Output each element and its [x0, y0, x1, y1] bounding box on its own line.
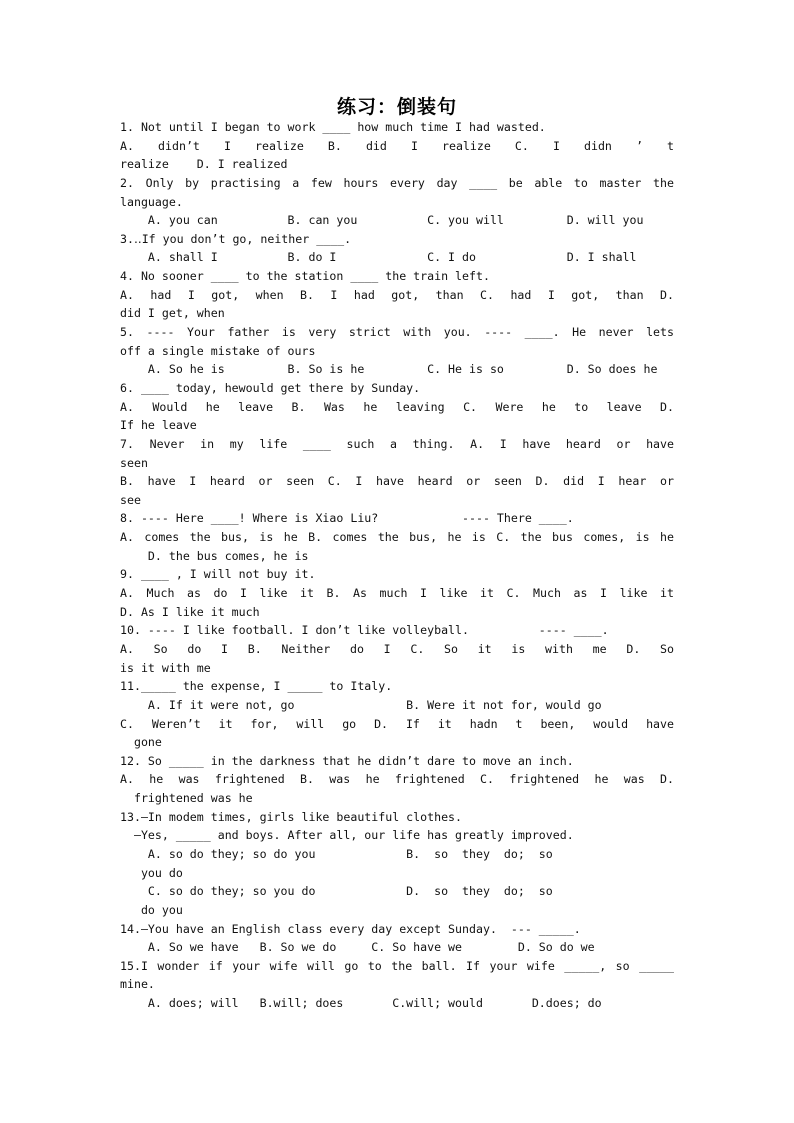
text-line: A. he was frightened B. was he frightened C. frightened he was D.: [120, 772, 674, 787]
text-line: 15.I wonder if your wife will go to the ball. If your wife _____, so _____: [120, 958, 674, 973]
text-line: language.: [120, 194, 183, 209]
text-line: 12. So _____ in the darkness that he didn’t dare to move an inch.: [120, 753, 574, 768]
text-line: 11._____ the expense, I _____ to Italy.: [120, 679, 393, 694]
text-line: B. have I heard or seen C. I have heard or seen D. did I hear or: [120, 474, 674, 489]
text-line: do you: [120, 902, 183, 917]
text-line: 10. ---- I like football. I don’t like volleyball. ---- ____.: [120, 623, 609, 638]
text-line: A. Much as do I like it B. As much I like it C. Much as I like it: [120, 586, 674, 601]
text-line: 1. Not until I began to work ____ how much time I had wasted.: [120, 120, 546, 134]
text-line: A. so do they; so do you B. so they do; so: [120, 846, 553, 861]
text-line: A. does; will B.will; does C.will; would D.does; do: [120, 996, 602, 1011]
text-line: —Yes, _____ and boys. After all, our life has greatly improved.: [120, 828, 574, 843]
text-line: A. you can B. can you C. you will D. will you: [120, 213, 644, 228]
text-line: 7. Never in my life ____ such a thing. A. I have heard or have: [120, 436, 674, 451]
text-line: 5. ---- Your father is very strict with you. ---- ____. He never lets: [120, 325, 674, 340]
text-line: 13.—In modem times, girls like beautiful clothes.: [120, 809, 463, 824]
text-line: gone: [120, 735, 162, 750]
text-line: 2. Only by practising a few hours every day ____ be able to master the: [120, 175, 674, 190]
text-line: 8. ---- Here ____! Where is Xiao Liu? ---- There ____.: [120, 511, 574, 526]
text-line: 3.‥If you don’t go, neither ____.: [120, 231, 352, 246]
text-line: seen: [120, 455, 148, 470]
text-line: mine.: [120, 977, 155, 992]
text-line: A. So we have B. So we do C. So have we D. So do we: [120, 940, 595, 955]
exercise-list: [120, 118, 674, 1013]
text-line: see: [120, 492, 141, 507]
text-line: C. so do they; so you do D. so they do; so: [120, 884, 553, 899]
text-line: A. had I got, when B. I had got, than C. had I got, than D.: [120, 287, 674, 302]
text-line: A. So he is B. So is he C. He is so D. So does he: [120, 362, 658, 377]
text-line: A. shall I B. do I C. I do D. I shall: [120, 250, 637, 265]
text-line: did I get, when: [120, 306, 225, 321]
text-line: 14.—You have an English class every day except Sunday. --- _____.: [120, 921, 581, 936]
text-line: A. Would he leave B. Was he leaving C. Were he to leave D.: [120, 399, 674, 414]
text-line: C. Weren’t it for, will go D. If it hadn t been, would have: [120, 716, 674, 731]
text-line: 6. ____ today, hewould get there by Sunday.: [120, 380, 421, 395]
text-line: realize D. I realized: [120, 157, 288, 172]
text-line: If he leave: [120, 418, 197, 433]
text-line: A. didn’t I realize B. did I realize C. I didn ’ t: [120, 138, 674, 153]
text-line: is it with me: [120, 660, 211, 675]
text-line: A. So do I B. Neither do I C. So it is with me D. So: [120, 641, 674, 656]
text-line: 4. No sooner ____ to the station ____ the train left.: [120, 269, 490, 284]
page-title: 练习：倒装句: [336, 96, 457, 118]
text-line: off a single mistake of ours: [120, 343, 316, 358]
text-line: A. comes the bus, is he B. comes the bus, he is C. the bus comes, is he: [120, 530, 674, 545]
text-line: 9. ____ , I will not buy it.: [120, 567, 316, 582]
text-line: A. If it were not, go B. Were it not for, would go: [120, 697, 602, 712]
text-line: D. As I like it much: [120, 604, 260, 619]
text-line: frightened was he: [120, 791, 253, 806]
text-line: you do: [120, 865, 183, 880]
text-line: D. the bus comes, he is: [120, 548, 309, 563]
